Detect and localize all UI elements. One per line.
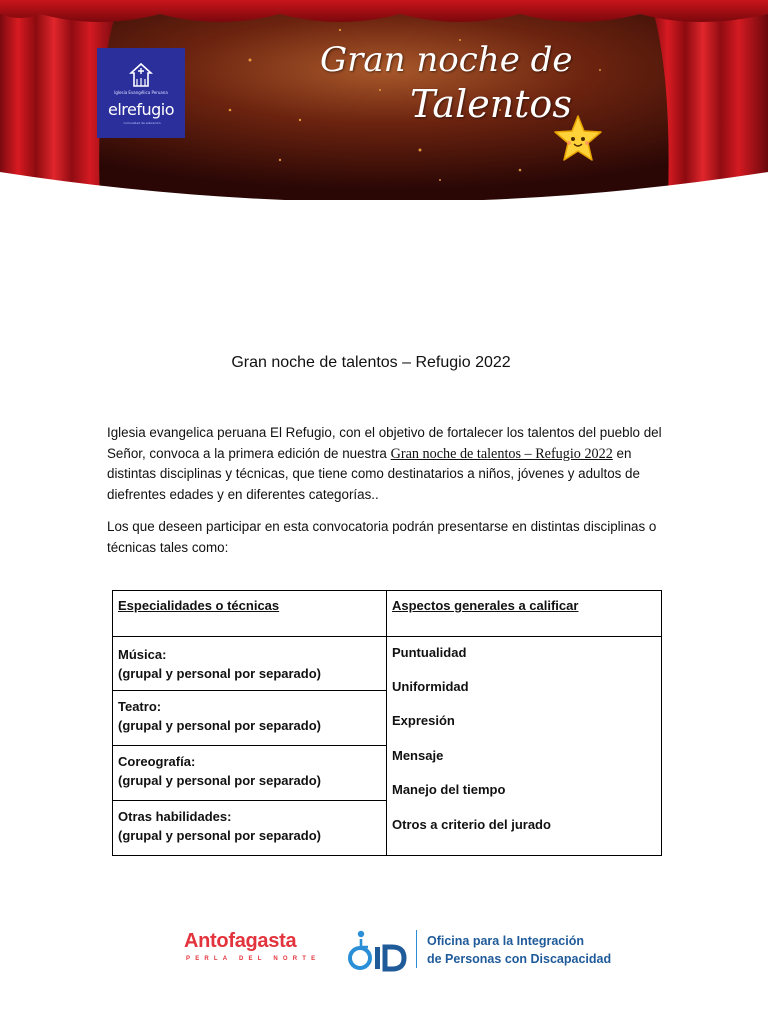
oid-line-2: de Personas con Discapacidad	[427, 952, 612, 966]
aspects-cell	[386, 636, 662, 856]
oid-office-name	[427, 932, 611, 968]
table-row	[112, 636, 387, 691]
participation-paragraph: Los que deseen participar en esta convocatoria podrán presentarse en distintas disciplinas o técnicas tales como:	[107, 519, 657, 555]
table-row	[112, 690, 387, 746]
specialty-name: Coreografía:	[118, 754, 196, 769]
logo-wordmark: elrefugio	[107, 100, 175, 119]
table-row	[112, 800, 387, 856]
intro-text-start: Iglesia evangelica peruana El Refugio, con el objetivo de fortalecer los talentos del pueblo del Señor, convoca a la primera edición de nuestra	[107, 425, 662, 461]
specialty-name: Teatro:	[118, 699, 162, 714]
church-house-icon	[129, 62, 153, 88]
logo-small-text: Iglesia Evangélica Peruana	[114, 90, 168, 95]
aspect-item: Manejo del tiempo	[392, 782, 506, 797]
specialty-detail: (grupal y personal por separado)	[118, 718, 321, 733]
logo-sub-text: comunidad de adoración	[123, 121, 161, 125]
aspect-item: Otros a criterio del jurado	[392, 817, 551, 832]
table-header-left-cell	[112, 590, 387, 637]
antofagasta-logo-text: Antofagasta	[184, 930, 297, 952]
table-header-aspects: Aspectos generales a calificar	[392, 598, 579, 613]
banner-title-line2: Talentos	[410, 82, 572, 126]
specialty-detail: (grupal y personal por separado)	[118, 828, 321, 843]
header-banner	[0, 0, 768, 200]
antofagasta-tagline: PERLA DEL NORTE	[186, 956, 321, 962]
oid-letters: OID	[362, 960, 364, 961]
oid-accessibility-icon	[348, 928, 410, 974]
aspect-item: Expresión	[392, 713, 455, 728]
event-name-link[interactable]: Gran noche de talentos – Refugio 2022	[390, 445, 613, 462]
oid-line-1: Oficina para la Integración	[427, 934, 584, 948]
aspect-item: Uniformidad	[392, 679, 469, 694]
intro-paragraph	[107, 423, 667, 505]
el-refugio-logo	[97, 48, 185, 138]
specialty-detail: (grupal y personal por separado)	[118, 666, 321, 681]
specialty-detail: (grupal y personal por separado)	[118, 773, 321, 788]
banner-title-line1: Gran noche de	[320, 40, 573, 80]
table-row	[112, 745, 387, 801]
aspect-item: Puntualidad	[392, 645, 467, 660]
table-header-right-cell	[386, 590, 662, 637]
footer-divider	[416, 930, 417, 968]
table-header-specialties: Especialidades o técnicas	[118, 598, 280, 613]
aspect-item: Mensaje	[392, 748, 444, 763]
footer-logos	[0, 920, 768, 980]
specialty-name: Otras habilidades:	[118, 809, 232, 824]
star-face-icon	[552, 114, 604, 164]
intro-text-end: en distintas disciplinas y técnicas, que tiene como destinatarios a niños, jóvenes y adultos de diefrentes edades y en diferentes categorías..	[107, 445, 640, 502]
document-title: Gran noche de talentos – Refugio 2022	[231, 354, 511, 371]
criteria-table	[112, 590, 662, 856]
specialty-name: Música:	[118, 647, 167, 662]
